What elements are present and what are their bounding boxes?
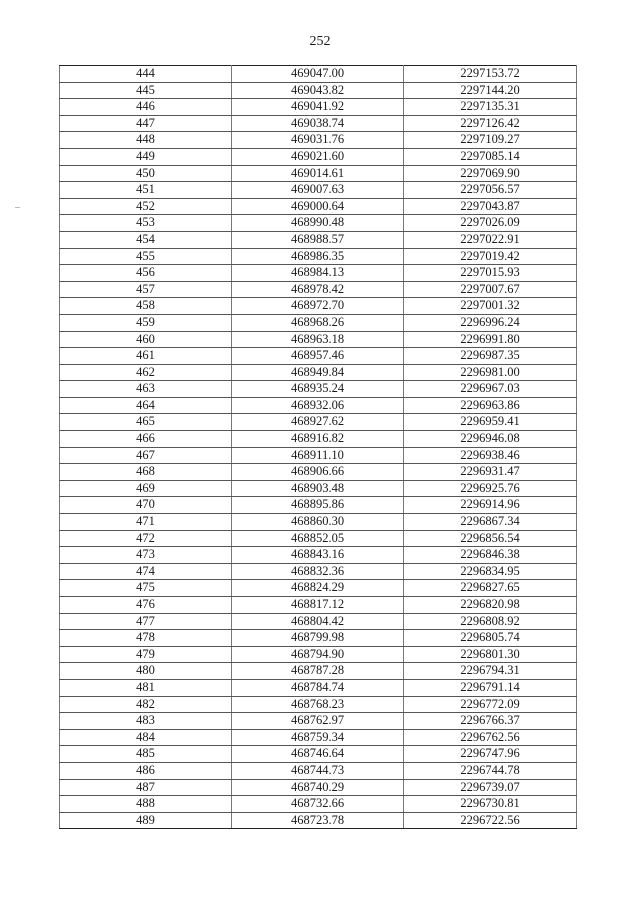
x-coordinate-cell: 468804.42: [232, 613, 404, 630]
point-number-cell: 473: [60, 547, 232, 564]
point-number-cell: 451: [60, 182, 232, 199]
y-coordinate-cell: 2296747.96: [404, 746, 577, 763]
x-coordinate-cell: 468984.13: [232, 265, 404, 282]
table-row: [60, 812, 577, 829]
x-coordinate-cell: 469031.76: [232, 132, 404, 149]
point-number-cell: 461: [60, 348, 232, 365]
point-number-cell: 467: [60, 447, 232, 464]
table-row: [60, 480, 577, 497]
point-number-cell: 459: [60, 314, 232, 331]
point-number-cell: 458: [60, 298, 232, 315]
point-number-cell: 450: [60, 165, 232, 182]
y-coordinate-cell: 2296808.92: [404, 613, 577, 630]
table-row: [60, 547, 577, 564]
table-row: [60, 796, 577, 813]
point-number-cell: 476: [60, 597, 232, 614]
y-coordinate-cell: 2297019.42: [404, 248, 577, 265]
point-number-cell: 486: [60, 762, 232, 779]
point-number-cell: 457: [60, 281, 232, 298]
x-coordinate-cell: 468740.29: [232, 779, 404, 796]
point-number-cell: 445: [60, 82, 232, 99]
point-number-cell: 480: [60, 663, 232, 680]
y-coordinate-cell: 2296739.07: [404, 779, 577, 796]
x-coordinate-cell: 468723.78: [232, 812, 404, 829]
x-coordinate-cell: 468744.73: [232, 762, 404, 779]
point-number-cell: 452: [60, 198, 232, 215]
table-row: [60, 281, 577, 298]
y-coordinate-cell: 2296794.31: [404, 663, 577, 680]
point-number-cell: 444: [60, 66, 232, 83]
x-coordinate-cell: 469043.82: [232, 82, 404, 99]
coordinates-table-body: [60, 66, 577, 829]
table-row: [60, 348, 577, 365]
x-coordinate-cell: 468906.66: [232, 464, 404, 481]
x-coordinate-cell: 468787.28: [232, 663, 404, 680]
table-row: [60, 397, 577, 414]
x-coordinate-cell: 468895.86: [232, 497, 404, 514]
table-row: [60, 663, 577, 680]
point-number-cell: 471: [60, 514, 232, 531]
x-coordinate-cell: 468762.97: [232, 713, 404, 730]
y-coordinate-cell: 2297144.20: [404, 82, 577, 99]
x-coordinate-cell: 468832.36: [232, 563, 404, 580]
point-number-cell: 447: [60, 115, 232, 132]
x-coordinate-cell: 468927.62: [232, 414, 404, 431]
y-coordinate-cell: 2296987.35: [404, 348, 577, 365]
table-row: [60, 530, 577, 547]
table-row: [60, 613, 577, 630]
y-coordinate-cell: 2296931.47: [404, 464, 577, 481]
point-number-cell: 464: [60, 397, 232, 414]
x-coordinate-cell: 468759.34: [232, 729, 404, 746]
point-number-cell: 482: [60, 696, 232, 713]
table-row: [60, 497, 577, 514]
y-coordinate-cell: 2296791.14: [404, 679, 577, 696]
y-coordinate-cell: 2297026.09: [404, 215, 577, 232]
x-coordinate-cell: 468799.98: [232, 630, 404, 647]
point-number-cell: 483: [60, 713, 232, 730]
y-coordinate-cell: 2297085.14: [404, 148, 577, 165]
x-coordinate-cell: 468963.18: [232, 331, 404, 348]
y-coordinate-cell: 2296981.00: [404, 364, 577, 381]
point-number-cell: 478: [60, 630, 232, 647]
table-row: [60, 82, 577, 99]
x-coordinate-cell: 468957.46: [232, 348, 404, 365]
table-row: [60, 265, 577, 282]
table-row: [60, 182, 577, 199]
x-coordinate-cell: 468732.66: [232, 796, 404, 813]
table-row: [60, 198, 577, 215]
x-coordinate-cell: 468949.84: [232, 364, 404, 381]
table-row: [60, 447, 577, 464]
y-coordinate-cell: 2296766.37: [404, 713, 577, 730]
point-number-cell: 487: [60, 779, 232, 796]
x-coordinate-cell: 469000.64: [232, 198, 404, 215]
table-row: [60, 248, 577, 265]
x-coordinate-cell: 469014.61: [232, 165, 404, 182]
point-number-cell: 474: [60, 563, 232, 580]
y-coordinate-cell: 2296867.34: [404, 514, 577, 531]
table-row: [60, 165, 577, 182]
table-row: [60, 431, 577, 448]
y-coordinate-cell: 2296722.56: [404, 812, 577, 829]
point-number-cell: 485: [60, 746, 232, 763]
x-coordinate-cell: 468916.82: [232, 431, 404, 448]
point-number-cell: 466: [60, 431, 232, 448]
table-row: [60, 364, 577, 381]
point-number-cell: 472: [60, 530, 232, 547]
y-coordinate-cell: 2296925.76: [404, 480, 577, 497]
y-coordinate-cell: 2296827.65: [404, 580, 577, 597]
y-coordinate-cell: 2296820.98: [404, 597, 577, 614]
x-coordinate-cell: 468911.10: [232, 447, 404, 464]
table-row: [60, 679, 577, 696]
x-coordinate-cell: 469007.63: [232, 182, 404, 199]
point-number-cell: 489: [60, 812, 232, 829]
table-row: [60, 597, 577, 614]
y-coordinate-cell: 2296801.30: [404, 646, 577, 663]
point-number-cell: 469: [60, 480, 232, 497]
y-coordinate-cell: 2297109.27: [404, 132, 577, 149]
table-row: [60, 66, 577, 83]
table-row: [60, 331, 577, 348]
point-number-cell: 456: [60, 265, 232, 282]
y-coordinate-cell: 2296967.03: [404, 381, 577, 398]
point-number-cell: 463: [60, 381, 232, 398]
point-number-cell: 446: [60, 99, 232, 116]
x-coordinate-cell: 468990.48: [232, 215, 404, 232]
y-coordinate-cell: 2297043.87: [404, 198, 577, 215]
y-coordinate-cell: 2296856.54: [404, 530, 577, 547]
table-row: [60, 762, 577, 779]
table-row: [60, 563, 577, 580]
point-number-cell: 462: [60, 364, 232, 381]
y-coordinate-cell: 2297126.42: [404, 115, 577, 132]
margin-mark: [15, 207, 20, 208]
table-row: [60, 215, 577, 232]
y-coordinate-cell: 2296846.38: [404, 547, 577, 564]
y-coordinate-cell: 2296996.24: [404, 314, 577, 331]
y-coordinate-cell: 2296946.08: [404, 431, 577, 448]
x-coordinate-cell: 468903.48: [232, 480, 404, 497]
x-coordinate-cell: 468817.12: [232, 597, 404, 614]
point-number-cell: 477: [60, 613, 232, 630]
table-row: [60, 779, 577, 796]
x-coordinate-cell: 468935.24: [232, 381, 404, 398]
y-coordinate-cell: 2296834.95: [404, 563, 577, 580]
coordinates-table: [59, 65, 577, 829]
x-coordinate-cell: 468972.70: [232, 298, 404, 315]
y-coordinate-cell: 2296762.56: [404, 729, 577, 746]
table-row: [60, 729, 577, 746]
table-row: [60, 314, 577, 331]
point-number-cell: 475: [60, 580, 232, 597]
x-coordinate-cell: 468843.16: [232, 547, 404, 564]
table-row: [60, 646, 577, 663]
point-number-cell: 468: [60, 464, 232, 481]
y-coordinate-cell: 2296805.74: [404, 630, 577, 647]
x-coordinate-cell: 468784.74: [232, 679, 404, 696]
x-coordinate-cell: 468746.64: [232, 746, 404, 763]
table-row: [60, 381, 577, 398]
x-coordinate-cell: 468794.90: [232, 646, 404, 663]
x-coordinate-cell: 468824.29: [232, 580, 404, 597]
x-coordinate-cell: 469041.92: [232, 99, 404, 116]
x-coordinate-cell: 468860.30: [232, 514, 404, 531]
table-row: [60, 630, 577, 647]
x-coordinate-cell: 468852.05: [232, 530, 404, 547]
x-coordinate-cell: 468978.42: [232, 281, 404, 298]
point-number-cell: 484: [60, 729, 232, 746]
point-number-cell: 460: [60, 331, 232, 348]
y-coordinate-cell: 2296959.41: [404, 414, 577, 431]
table-row: [60, 746, 577, 763]
table-row: [60, 132, 577, 149]
y-coordinate-cell: 2297001.32: [404, 298, 577, 315]
table-row: [60, 414, 577, 431]
table-row: [60, 580, 577, 597]
x-coordinate-cell: 469038.74: [232, 115, 404, 132]
x-coordinate-cell: 469021.60: [232, 148, 404, 165]
point-number-cell: 448: [60, 132, 232, 149]
y-coordinate-cell: 2296991.80: [404, 331, 577, 348]
table-row: [60, 115, 577, 132]
y-coordinate-cell: 2297153.72: [404, 66, 577, 83]
table-row: [60, 514, 577, 531]
y-coordinate-cell: 2297069.90: [404, 165, 577, 182]
table-row: [60, 298, 577, 315]
x-coordinate-cell: 468768.23: [232, 696, 404, 713]
x-coordinate-cell: 469047.00: [232, 66, 404, 83]
y-coordinate-cell: 2297007.67: [404, 281, 577, 298]
y-coordinate-cell: 2296963.86: [404, 397, 577, 414]
table-row: [60, 99, 577, 116]
table-row: [60, 464, 577, 481]
point-number-cell: 470: [60, 497, 232, 514]
x-coordinate-cell: 468968.26: [232, 314, 404, 331]
y-coordinate-cell: 2296772.09: [404, 696, 577, 713]
y-coordinate-cell: 2296938.46: [404, 447, 577, 464]
y-coordinate-cell: 2297056.57: [404, 182, 577, 199]
x-coordinate-cell: 468932.06: [232, 397, 404, 414]
point-number-cell: 453: [60, 215, 232, 232]
x-coordinate-cell: 468988.57: [232, 231, 404, 248]
table-row: [60, 696, 577, 713]
y-coordinate-cell: 2296744.78: [404, 762, 577, 779]
x-coordinate-cell: 468986.35: [232, 248, 404, 265]
y-coordinate-cell: 2297135.31: [404, 99, 577, 116]
point-number-cell: 449: [60, 148, 232, 165]
point-number-cell: 455: [60, 248, 232, 265]
point-number-cell: 465: [60, 414, 232, 431]
point-number-cell: 481: [60, 679, 232, 696]
y-coordinate-cell: 2297022.91: [404, 231, 577, 248]
point-number-cell: 454: [60, 231, 232, 248]
point-number-cell: 479: [60, 646, 232, 663]
point-number-cell: 488: [60, 796, 232, 813]
page-number: 252: [309, 34, 331, 49]
y-coordinate-cell: 2297015.93: [404, 265, 577, 282]
table-row: [60, 148, 577, 165]
table-row: [60, 231, 577, 248]
table-row: [60, 713, 577, 730]
y-coordinate-cell: 2296730.81: [404, 796, 577, 813]
y-coordinate-cell: 2296914.96: [404, 497, 577, 514]
